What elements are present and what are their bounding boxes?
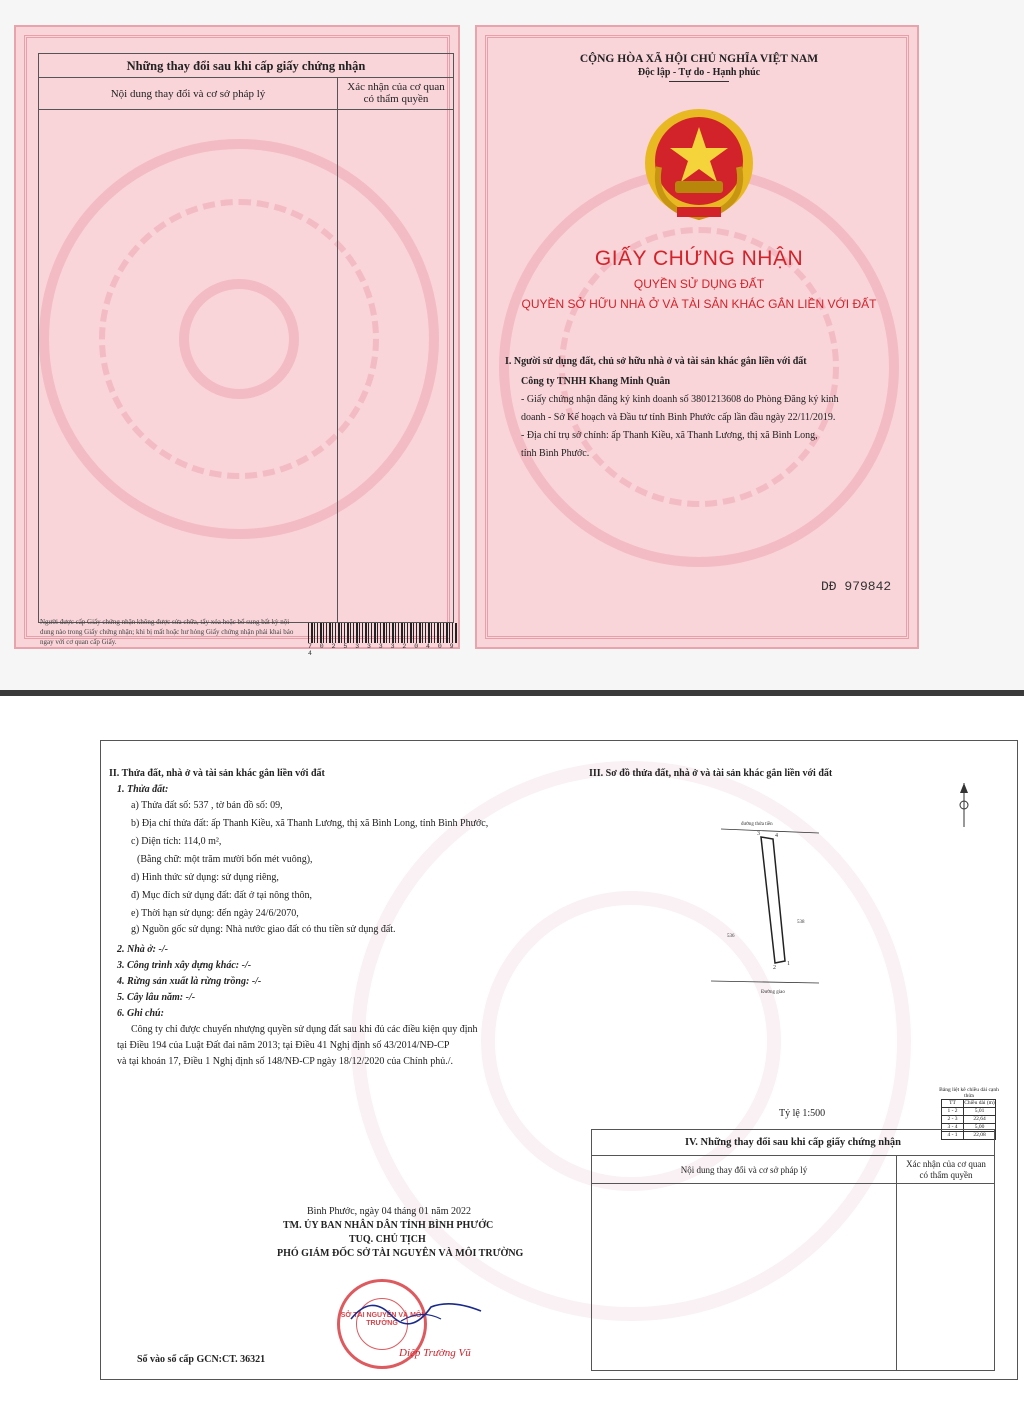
serial-number: DĐ 979842 [821, 579, 892, 594]
parcel-outline [761, 837, 785, 963]
owner-detail-4: tỉnh Bình Phước. [521, 448, 590, 459]
gcn-register-number: Số vào sổ cấp GCN:CT. 36321 [137, 1354, 266, 1365]
certificate-subtitle-land: QUYỀN SỬ DỤNG ĐẤT [633, 277, 765, 291]
road-bottom-line [711, 981, 819, 983]
road-top-line [721, 829, 819, 833]
header-authority [337, 78, 455, 105]
distance-table-title: Bảng liệt kê chiều dài cạnh thửa [939, 1087, 999, 1099]
note-line-1: Công ty chỉ được chuyển nhượng quyền sử dụng đất sau khi đủ các điều kiện quy định [131, 1024, 478, 1035]
owner-name: Công ty TNHH Khang Minh Quân [521, 376, 671, 387]
national-motto: Độc lập - Tự do - Hạnh phúc [637, 67, 761, 78]
section-1-heading: I. Người sử dụng đất, chủ sở hữu nhà ở và tài sản khác gắn liền với đất [505, 356, 807, 367]
certificate-subtitle-house: QUYỀN SỞ HỮU NHÀ Ở VÀ TÀI SẢN KHÁC GẮN LIỀN VỚI ĐẤT [521, 297, 877, 311]
table-row: 4 - 1 22,08 [942, 1131, 995, 1139]
north-arrow-icon [957, 781, 971, 829]
road-bottom-label: Đường giao [761, 990, 785, 995]
parcel-right-label: 538 [797, 920, 805, 925]
signatory-line-2: TUQ. CHỦ TỊCH [349, 1234, 426, 1245]
header-content-basis: Nội dung thay đổi và cơ sở pháp lý [680, 1165, 808, 1175]
certificate-front-cover [475, 25, 919, 649]
header-authority-line2: có thẩm quyền [363, 93, 429, 105]
parcel-area-words: (Bằng chữ: một trăm mười bốn mét vuông), [137, 854, 313, 865]
changes-table-header [39, 78, 453, 110]
usage-term: e) Thời hạn sử dụng: đến ngày 24/6/2070, [131, 908, 299, 919]
section-4-heading: IV. Những thay đổi sau khi cấp giấy chứng nhận [592, 1130, 994, 1156]
table-row: 2 - 3 22,64 [942, 1115, 995, 1123]
note-line-2: tại Điều 194 của Luật Đất đai năm 2013; tại Điều 41 Nghị định số 43/2014/NĐ-CP [117, 1040, 450, 1051]
item-5-heading: 5. Cây lâu năm: -/- [117, 992, 196, 1003]
country-name: CỘNG HÒA XÃ HỘI CHỦ NGHĨA VIỆT NAM [579, 53, 819, 65]
usage-origin: g) Nguồn gốc sử dụng: Nhà nước giao đất có thu tiền sử dụng đất. [131, 924, 396, 935]
column-divider [337, 78, 338, 622]
national-emblem-icon [639, 107, 759, 225]
changes-table-title: Những thay đổi sau khi cấp giấy chứng nhận [39, 54, 453, 78]
owner-detail-3: - Địa chỉ trụ sở chính: ấp Thanh Kiều, xã Thanh Lương, thị xã Bình Long, [521, 430, 818, 441]
issue-date: Bình Phước, ngày 04 tháng 01 năm 2022 [307, 1206, 472, 1217]
owner-detail-1: - Giấy chứng nhận đăng ký kinh doanh số 3801213608 do Phòng Đăng ký kinh [521, 394, 839, 405]
section-2-heading: II. Thửa đất, nhà ở và tài sản khác gắn liền với đất [109, 768, 325, 779]
barcode [308, 623, 458, 643]
parcel-left-label: 536 [727, 934, 735, 939]
point-3-label: 3 [757, 831, 760, 837]
seal-text: SỞ TÀI NGUYÊN VÀ MÔI TRƯỜNG [340, 1312, 424, 1327]
section-3-heading: III. Sơ đồ thửa đất, nhà ở và tài sản khác gắn liền với đất [589, 768, 833, 779]
column-divider [896, 1156, 897, 1370]
certificate-title: GIẤY CHỨNG NHẬN [594, 247, 804, 270]
table-row: 3 - 4 5,00 [942, 1123, 995, 1131]
parcel-map [701, 811, 821, 1001]
section-4-header [592, 1156, 994, 1184]
point-2-label: 2 [773, 965, 776, 971]
changes-table [38, 53, 454, 623]
signer-name: Diệp Trường Vũ [399, 1347, 471, 1359]
point-4-label: 4 [775, 833, 778, 839]
certificate-back-cover [14, 25, 460, 657]
parcel-area: c) Diện tích: 114,0 m², [131, 836, 222, 847]
road-top-label: đường thửa tiền [741, 822, 773, 827]
item-2-heading: 2. Nhà ở: -/- [117, 944, 168, 955]
table-row: 1 - 2 5,01 [942, 1107, 995, 1115]
motto-underline [669, 81, 729, 82]
barcode-digits: 7 0 2 5 3 3 3 3 2 0 4 0 9 4 [308, 643, 456, 657]
footnote: Người được cấp Giấy chứng nhận không được sửa chữa, tẩy xóa hoặc bổ sung bất kỳ nội dung nào trong Giấy chứng nhận; khi bị mất hoặc hư hỏng Giấy chứng nhận phải khai báo ngay với cơ quan cấp Giấy. [40, 618, 294, 646]
usage-form: d) Hình thức sử dụng: sử dụng riêng, [131, 872, 279, 883]
table-row: TT Chiều dài (m) [942, 1100, 995, 1107]
header-authority-line2: có thẩm quyền [919, 1170, 973, 1180]
signatory-line-3: PHÓ GIÁM ĐỐC SỞ TÀI NGUYÊN VÀ MÔI TRƯỜNG [277, 1248, 524, 1259]
header-authority-line1: Xác nhận của cơ quan [906, 1159, 986, 1169]
note-line-3: và tại khoản 17, Điều 1 Nghị định số 148/NĐ-CP ngày 18/12/2020 của Chính phủ./. [117, 1056, 453, 1067]
parcel-number: a) Thửa đất số: 537 , tờ bản đồ số: 09, [131, 800, 283, 811]
certificate-inner-page [100, 740, 1018, 1380]
usage-purpose: đ) Mục đích sử dụng đất: đất ở tại nông thôn, [131, 890, 312, 901]
item-1-heading: 1. Thửa đất: [117, 784, 169, 795]
point-1-label: 1 [787, 961, 790, 967]
item-3-heading: 3. Công trình xây dựng khác: -/- [117, 960, 252, 971]
owner-detail-2: doanh - Sở Kế hoạch và Đầu tư tỉnh Bình Phước cấp lần đầu ngày 22/11/2019. [521, 412, 836, 423]
header-content-basis: Nội dung thay đổi và cơ sở pháp lý [110, 88, 266, 100]
signature-icon [341, 1289, 491, 1329]
header-authority [896, 1156, 996, 1181]
section-4-table [591, 1129, 995, 1371]
parcel-address: b) Địa chỉ thửa đất: ấp Thanh Kiều, xã Thanh Lương, thị xã Bình Long, tỉnh Bình Phước, [131, 818, 489, 829]
item-6-heading: 6. Ghi chú: [117, 1008, 164, 1019]
signatory-line-1: TM. ỦY BAN NHÂN DÂN TỈNH BÌNH PHƯỚC [283, 1220, 494, 1231]
map-scale: Tỷ lệ 1:500 [779, 1108, 826, 1119]
header-authority-line1: Xác nhận của cơ quan [347, 81, 445, 93]
item-4-heading: 4. Rừng sản xuất là rừng trồng: -/- [117, 976, 262, 987]
